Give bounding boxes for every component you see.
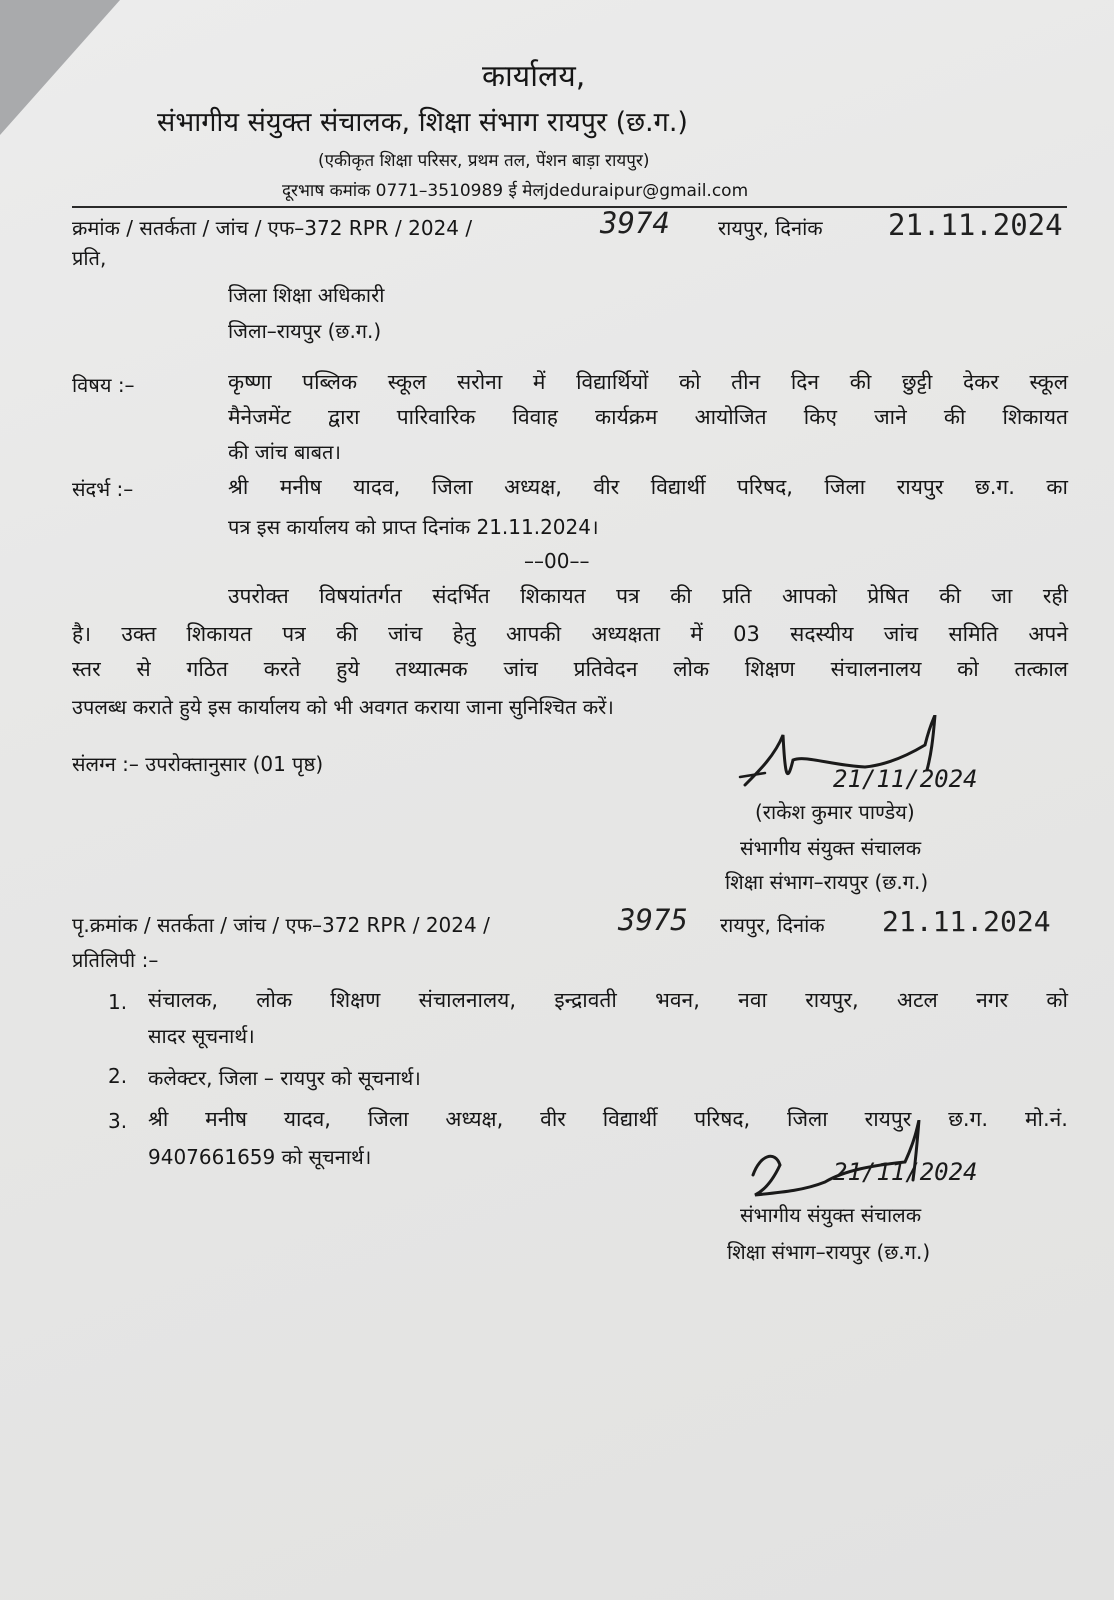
body-line-4: उपलब्ध कराते हुये इस कार्यालय को भी अवगत कराया जाना सुनिश्चित करें।	[72, 695, 614, 719]
reference-place-date-label: रायपुर, दिनांक	[718, 216, 823, 240]
handwritten-reference-number: 3974	[600, 206, 670, 240]
subject-line-3: की जांच बाबत।	[228, 440, 341, 464]
body-line-1: उपरोक्त विषयांतर्गत संदर्भित शिकायत पत्र की प्रति आपको प्रेषित की जा रही	[228, 584, 1068, 608]
signatory-designation-2: संभागीय संयुक्त संचालक	[740, 1203, 922, 1227]
copy-item-2-number: 2.	[108, 1064, 128, 1088]
copy-item-1-number: 1.	[108, 990, 128, 1014]
office-heading: कार्यालय,	[482, 59, 586, 94]
separator-mark: ––00––	[524, 549, 590, 573]
contact-line	[282, 178, 748, 201]
subject-line-2: मैनेजमेंट द्वारा पारिवारिक विवाह कार्यक्रम आयोजित किए जाने की शिकायत	[228, 405, 1068, 429]
body-line-2: है। उक्त शिकायत पत्र की जांच हेतु आपकी अध्यक्षता में 03 सदस्यीय जांच समिति अपने	[72, 622, 1068, 646]
context-line-2: पत्र इस कार्यालय को प्राप्त दिनांक 21.11.2024।	[228, 515, 599, 539]
subject-label: विषय :–	[72, 373, 135, 397]
signatory-designation-1: संभागीय संयुक्त संचालक	[740, 836, 922, 860]
recipient-line-2: जिला–रायपुर (छ.ग.)	[228, 319, 382, 343]
context-label: संदर्भ :–	[72, 477, 134, 501]
copy-item-1-line-2: सादर सूचनार्थ।	[148, 1024, 255, 1048]
handwritten-signature-1	[735, 715, 1025, 810]
signature-2-date: 21/11/2024	[833, 1158, 978, 1186]
office-address: (एकीकृत शिक्षा परिसर, प्रथम तल, पेंशन बाड़ा रायपुर)	[318, 151, 650, 171]
signatory-office-2: शिक्षा संभाग–रायपुर (छ.ग.)	[727, 1240, 931, 1264]
reference-number: क्रमांक / सतर्कता / जांच / एफ–372 RPR / 2024 /	[72, 216, 473, 240]
body-line-3: स्तर से गठित करते हुये तथ्यात्मक जांच प्रतिवेदन लोक शिक्षण संचालनालय को तत्काल	[72, 657, 1068, 681]
handwritten-reference-date: 21.11.2024	[888, 208, 1063, 242]
signatory-name: (राकेश कुमार पाण्डेय)	[755, 800, 915, 824]
endorsement-place-date-label: रायपुर, दिनांक	[720, 913, 825, 937]
signature-1-date: 21/11/2024	[833, 765, 978, 793]
handwritten-endorsement-number: 3975	[618, 903, 688, 937]
copy-item-2-line-1: कलेक्टर, जिला – रायपुर को सूचनार्थ।	[148, 1066, 421, 1090]
endorsement-number: पृ.क्रमांक / सतर्कता / जांच / एफ–372 RPR / 2024 /	[72, 913, 490, 937]
context-line-1: श्री मनीष यादव, जिला अध्यक्ष, वीर विद्यार्थी परिषद, जिला रायपुर छ.ग. का	[228, 475, 1068, 499]
recipient-prati: प्रति,	[72, 246, 107, 270]
subject-line-1: कृष्णा पब्लिक स्कूल सरोना में विद्यार्थियों को तीन दिन की छुट्टी देकर स्कूल	[228, 370, 1068, 394]
handwritten-endorsement-date: 21.11.2024	[882, 905, 1051, 938]
copy-item-3-number: 3.	[108, 1109, 128, 1133]
email-text: jdeduraipur@gmail.com	[543, 181, 749, 201]
copy-item-1-line-1: संचालक, लोक शिक्षण संचालनालय, इन्द्रावती भवन, नवा रायपुर, अटल नगर को	[148, 988, 1068, 1012]
copy-item-3-line-1: श्री मनीष यादव, जिला अध्यक्ष, वीर विद्यार्थी परिषद, जिला रायपुर छ.ग. मो.नं.	[148, 1107, 1068, 1131]
phone-text: दूरभाष कमांक 0771–3510989 ई मेल	[282, 181, 544, 201]
enclosure-line: संलग्न :– उपरोक्तानुसार (01 पृष्ठ)	[72, 752, 324, 776]
office-title: संभागीय संयुक्त संचालक, शिक्षा संभाग रायपुर (छ.ग.)	[157, 107, 688, 138]
copy-item-3-line-2: 9407661659 को सूचनार्थ।	[148, 1145, 372, 1169]
page-fold-shadow	[0, 0, 120, 135]
signatory-office-1: शिक्षा संभाग–रायपुर (छ.ग.)	[725, 870, 929, 894]
recipient-line-1: जिला शिक्षा अधिकारी	[228, 283, 385, 307]
copy-label: प्रतिलिपी :–	[72, 948, 159, 972]
